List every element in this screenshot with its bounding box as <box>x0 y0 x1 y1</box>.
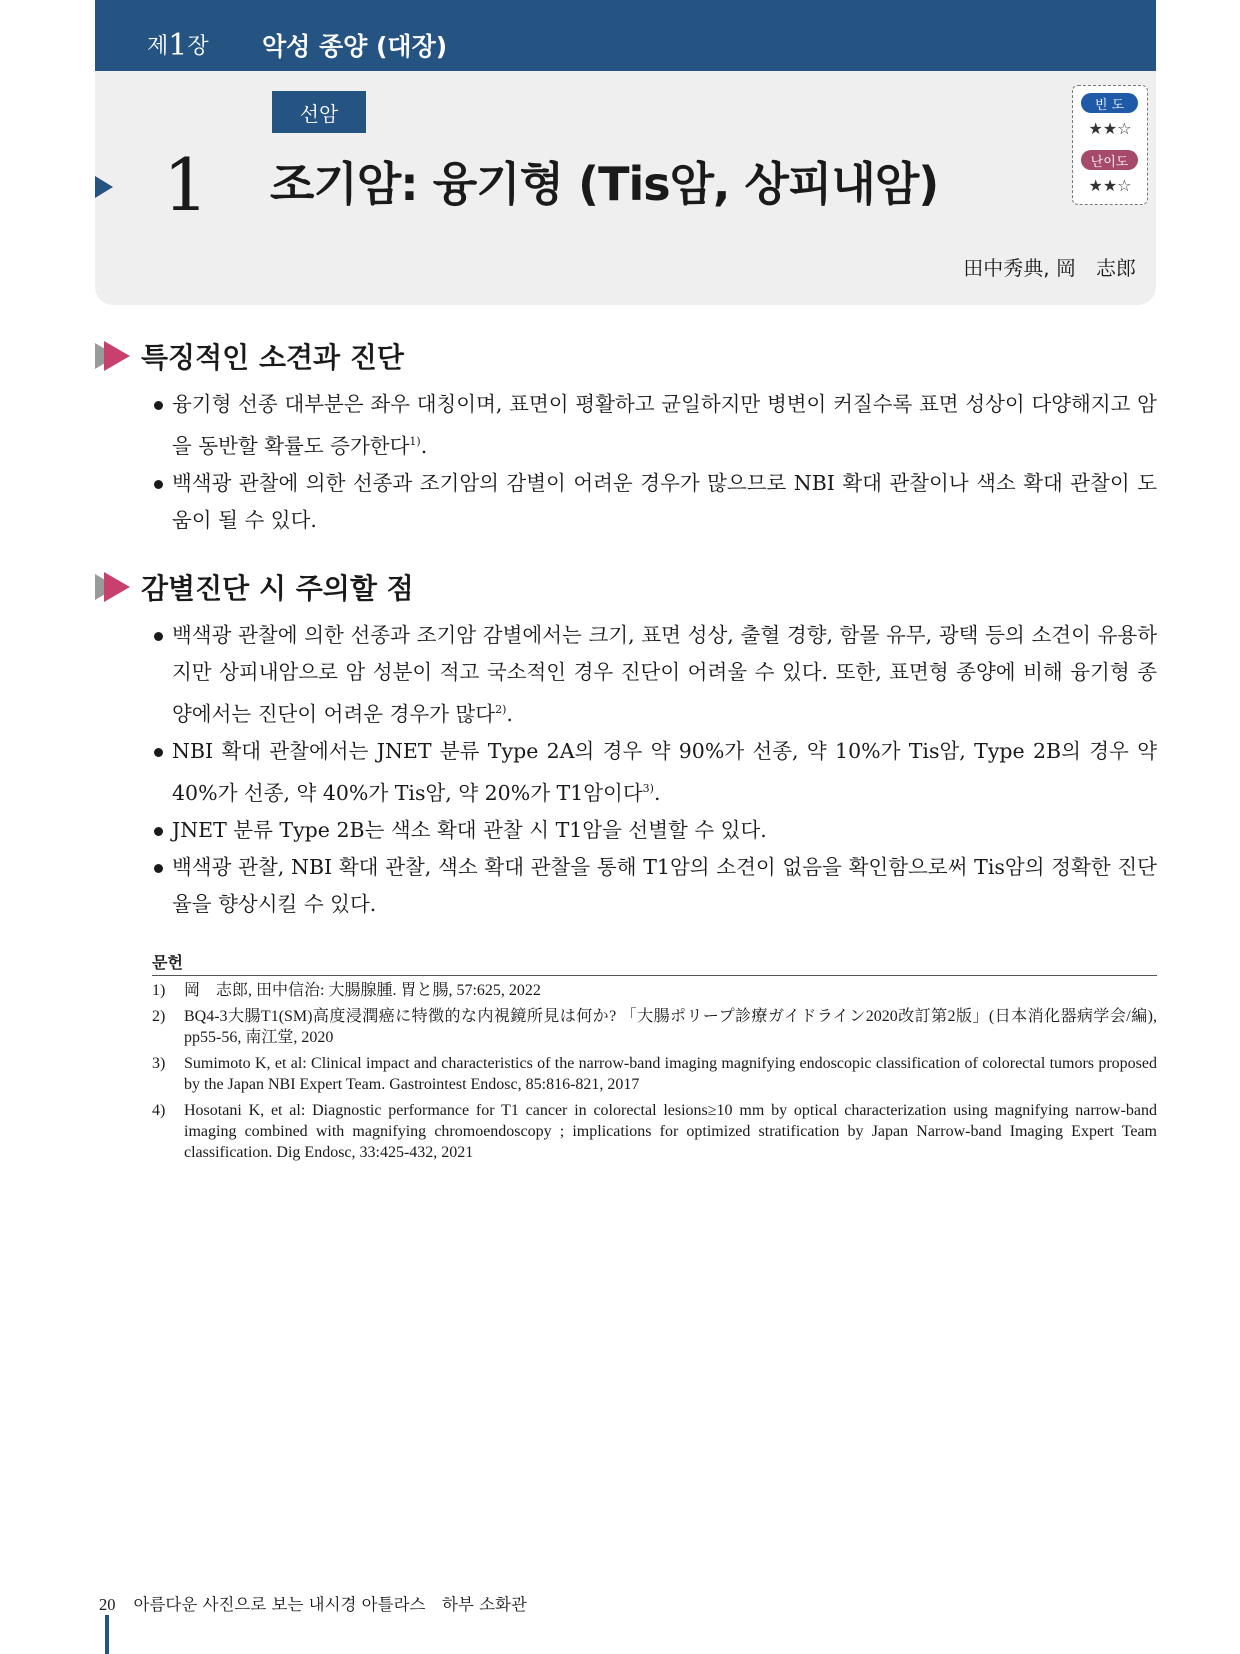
reference-item: 1) 岡 志郎, 田中信治: 大腸腺腫. 胃と腸, 57:625, 2022 <box>152 982 541 999</box>
citation-ref: 2) <box>495 703 507 716</box>
bullet-dot-icon <box>154 864 163 873</box>
section-heading-differential <box>95 569 414 605</box>
chapter-suffix: 장 <box>187 34 209 59</box>
list-item: 백색광 관찰에 의한 선종과 조기암 감별에서는 크기, 표면 성상, 출혈 경향, 함몰 유무, 광택 등의 소견이 유용하지만 상피내암으로 암 성분이 적고 국소적인 경우 진단이 어려울 수 있다. 또한, 표면형 종양에 비해 융기형 종양에서는 진단이 어려운 경우가 많다$^{2)}$. <box>152 617 1157 733</box>
references-section <box>152 950 1157 1168</box>
author-names: 田中秀典, 岡 志郎 <box>963 256 1136 280</box>
references-list <box>152 980 1157 1163</box>
chapter-label <box>147 28 209 63</box>
difficulty-stars-icon: ★★☆ <box>1088 176 1132 195</box>
footer-rule <box>105 1615 109 1654</box>
rating-box <box>1072 85 1148 205</box>
frequency-stars-icon: ★★☆ <box>1088 119 1132 138</box>
reference-item: 4) Hosotani K, et al: Diagnostic performance for T1 cancer in colorectal lesions≥10 mm by optical characterization using magnifying narrow-band imaging combined with magnifying chromoendoscopy ; implications for optimized stratification by Japan Narrow-band Imaging Expert Team classification. Dig Endosc, 33:425-432, 2021 <box>152 1102 1157 1161</box>
section-arrow-icon <box>95 340 131 372</box>
bullet-dot-icon <box>154 632 163 641</box>
book-title: 아름다운 사진으로 보는 내시경 아틀라스 하부 소화관 <box>133 1595 527 1614</box>
section-heading-text: 특징적인 소견과 진단 <box>141 341 404 374</box>
chapter-header-bar <box>95 0 1156 71</box>
chapter-title: 악성 종양 (대장) <box>262 32 448 61</box>
bullet-dot-icon <box>154 748 163 757</box>
section-number: 1 <box>163 143 209 227</box>
page-footer <box>99 1591 527 1615</box>
category-badge: 선암 <box>272 91 366 133</box>
list-item: NBI 확대 관찰에서는 JNET 분류 Type 2A의 경우 약 90%가 선종, 약 10%가 Tis암, Type 2B의 경우 약 40%가 선종, 약 40%가 Tis암, 약 20%가 T1암이다$^{3)}$. <box>152 733 1157 812</box>
section-heading-findings <box>95 338 404 374</box>
list-item: 백색광 관찰에 의한 선종과 조기암의 감별이 어려운 경우가 많으므로 NBI 확대 관찰이나 색소 확대 관찰이 도움이 될 수 있다. <box>152 465 1157 539</box>
list-item: 백색광 관찰, NBI 확대 관찰, 색소 확대 관찰을 통해 T1암의 소견이 없음을 확인함으로써 Tis암의 정확한 진단율을 향상시킬 수 있다. <box>152 849 1157 923</box>
page-title: 조기암: 융기형 (Tis암, 상피내암) <box>270 157 939 211</box>
frequency-badge: 빈 도 <box>1081 93 1138 113</box>
bullet-dot-icon <box>154 480 163 489</box>
differential-bullet-list <box>152 617 1157 923</box>
title-arrow-icon <box>95 176 113 198</box>
bullet-dot-icon <box>154 827 163 836</box>
list-item: JNET 분류 Type 2B는 색소 확대 관찰 시 T1암을 선별할 수 있다. <box>152 812 1157 849</box>
chapter-prefix: 제 <box>147 34 169 59</box>
citation-ref: 1) <box>409 435 421 448</box>
reference-item: 2) BQ4-3大腸T1(SM)高度浸潤癌に特徴的な内視鏡所見は何か? 「大腸ポリープ診療ガイドライン2020改訂第2版」(日本消化器病学会/編), pp55-56, 南江堂, 2020 <box>152 1008 1157 1046</box>
section-arrow-icon <box>95 571 131 603</box>
bullet-dot-icon <box>154 401 163 410</box>
chapter-number: 1 <box>168 28 188 63</box>
difficulty-badge: 난이도 <box>1081 150 1138 170</box>
page-number: 20 <box>99 1595 116 1614</box>
citation-ref: 3) <box>642 781 654 795</box>
reference-item: 3) Sumimoto K, et al: Clinical impact and characteristics of the narrow-band imaging magnifying endoscopic classification of colorectal tumors proposed by the Japan NBI Expert Team. Gastrointest Endosc, 85:816-821, 2017 <box>152 1055 1157 1093</box>
section-heading-text: 감별진단 시 주의할 점 <box>141 572 414 605</box>
references-title: 문헌 <box>152 950 1157 976</box>
findings-bullet-list <box>152 386 1157 539</box>
list-item: 융기형 선종 대부분은 좌우 대칭이며, 표면이 평활하고 균일하지만 병변이 커질수록 표면 성상이 다양해지고 암을 동반할 확률도 증가한다$^{1)}$. <box>152 386 1157 465</box>
title-panel <box>95 71 1156 305</box>
